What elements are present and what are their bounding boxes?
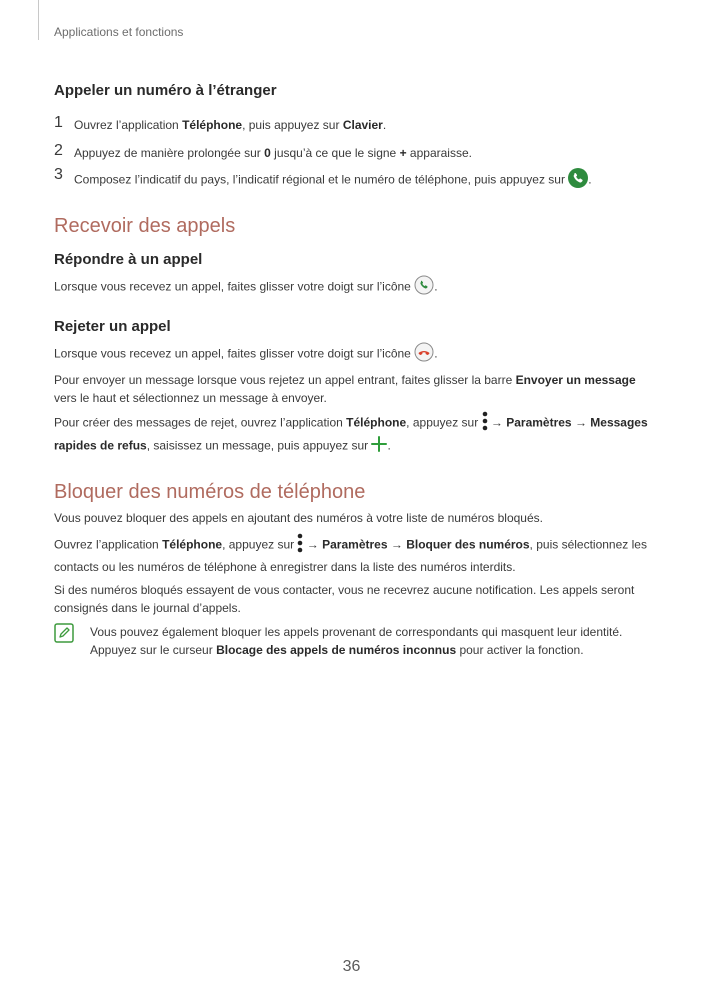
note-box	[54, 623, 649, 659]
step-text: apparaisse.	[406, 146, 472, 160]
paragraph-text: , saisissez un message, puis appuyez sur	[146, 438, 372, 453]
subsection-title-reject: Rejeter un appel	[54, 318, 171, 335]
app-name: Téléphone	[182, 118, 243, 132]
phone-call-button-icon	[568, 168, 588, 193]
step-text: Appuyez de manière prolongée sur	[74, 146, 265, 160]
header-divider	[38, 0, 39, 40]
section-title-call-abroad: Appeler un numéro à l’étranger	[54, 82, 277, 99]
step-number: 3	[54, 166, 63, 183]
add-plus-icon	[371, 436, 387, 457]
arrow-separator: →	[303, 537, 323, 552]
quick-decline-messages-label: Messages rapides de refus	[54, 415, 648, 453]
paragraph-text: Pour créer des messages de rejet, ouvrez l’application	[54, 415, 347, 430]
paragraph-text: .	[434, 346, 438, 361]
paragraph-text: vers le haut et sélectionnez un message à envoyer.	[54, 391, 327, 405]
reject-paragraph-3	[54, 411, 649, 457]
paragraph-text: Pour envoyer un message lorsque vous rejetez un appel entrant, faites glisser la barre	[54, 373, 516, 387]
key-zero: 0	[264, 146, 271, 160]
arrow-separator: →	[387, 537, 407, 552]
settings-label: Paramètres	[506, 415, 572, 430]
paragraph-text: .	[387, 438, 391, 453]
app-name: Téléphone	[162, 537, 223, 552]
paragraph-text: , appuyez sur	[222, 537, 298, 552]
block-paragraph-2	[54, 533, 649, 576]
arrow-separator: →	[571, 415, 591, 430]
block-paragraph-3: Si des numéros bloqués essayent de vous contacter, vous ne recevrez aucune notification. Les appels seront consignés dans le journal d’appels.	[54, 583, 635, 615]
step-text: .	[588, 172, 592, 187]
settings-label: Paramètres	[322, 537, 388, 552]
send-message-label: Envoyer un message	[515, 373, 636, 387]
section-title-receive-calls: Recevoir des appels	[54, 215, 236, 237]
reject-paragraph-1	[54, 342, 649, 367]
paragraph-text: pour activer la fonction.	[456, 643, 584, 657]
page-content	[54, 82, 649, 659]
step-1	[54, 116, 649, 134]
step-text: Composez l’indicatif du pays, l’indicatif régional et le numéro de téléphone, puis appuyez sur	[74, 172, 569, 187]
running-head: Applications et fonctions	[54, 25, 184, 39]
paragraph-text: , puis sélectionnez les contacts ou les numéros de téléphone à enregistrer dans la liste des numéros interdits.	[54, 537, 647, 574]
plus-sign: +	[399, 146, 407, 160]
reject-call-icon	[414, 342, 434, 367]
page-number: 36	[342, 958, 361, 975]
step-text: , puis appuyez sur	[242, 118, 343, 132]
keypad-label: Clavier	[342, 118, 383, 132]
subsection-title-answer: Répondre à un appel	[54, 251, 203, 268]
step-number: 1	[54, 114, 63, 131]
step-text: Ouvrez l’application	[74, 118, 183, 132]
section-title-block-numbers: Bloquer des numéros de téléphone	[54, 481, 366, 503]
block-unknown-numbers-label: Blocage des appels de numéros inconnus	[216, 643, 457, 657]
paragraph-text: .	[434, 279, 438, 294]
app-name: Téléphone	[346, 415, 407, 430]
note-text	[90, 623, 649, 659]
step-3	[54, 168, 649, 193]
arrow-separator: →	[487, 415, 507, 430]
step-number: 2	[54, 142, 63, 159]
paragraph-text: Lorsque vous recevez un appel, faites glisser votre doigt sur l’icône	[54, 279, 415, 294]
block-paragraph-1: Vous pouvez bloquer des appels en ajoutant des numéros à votre liste de numéros bloqués.	[54, 511, 543, 525]
answer-call-icon	[414, 275, 434, 300]
paragraph-text: , appuyez sur	[406, 415, 482, 430]
paragraph-text: Lorsque vous recevez un appel, faites glisser votre doigt sur l’icône	[54, 346, 415, 361]
step-2	[54, 144, 649, 162]
paragraph-text: Ouvrez l’application	[54, 537, 163, 552]
step-text: jusqu’à ce que le signe	[270, 146, 400, 160]
note-pencil-icon	[54, 623, 74, 648]
reject-paragraph-2	[54, 371, 649, 407]
answer-paragraph	[54, 275, 649, 300]
step-text: .	[382, 118, 387, 132]
paragraph-text: Vous pouvez également bloquer les appels provenant de correspondants qui masquent leur identité. Appuyez sur le curseur	[90, 625, 623, 657]
block-numbers-label: Bloquer des numéros	[406, 537, 530, 552]
